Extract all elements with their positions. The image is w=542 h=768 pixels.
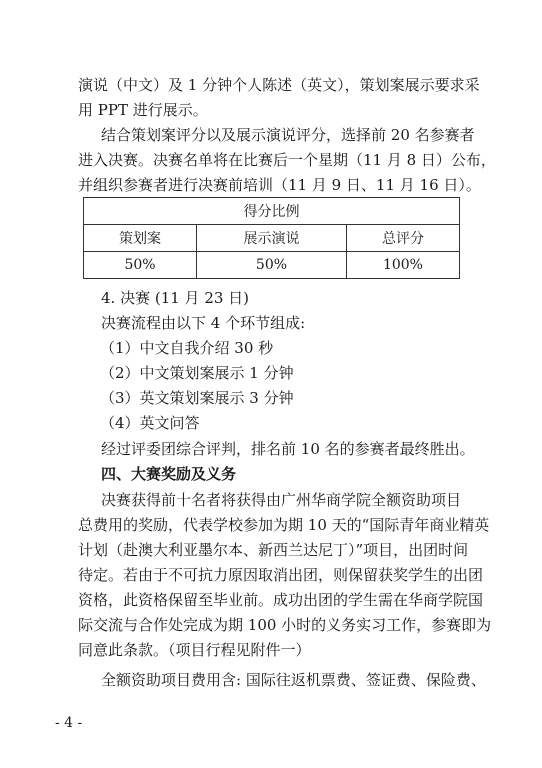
score-table-header: 展示演说 — [197, 225, 347, 252]
final-heading: 4. 决赛 (11 月 23 日) — [101, 289, 250, 307]
final-conclusion: 经过评委团综合评判，排名前 10 名的参赛者最终胜出。 — [101, 440, 475, 458]
final-step: （2）中文策划案展示 1 分钟 — [100, 364, 294, 382]
paragraph-line: 计划（赴澳大利亚墨尔本、新西兰达尼丁）”项目，出团时间 — [78, 541, 469, 559]
score-ratio-table — [83, 197, 460, 279]
paragraph-line: 待定。若由于不可抗力原因取消出团，则保留获奖学生的出团 — [78, 566, 484, 584]
text-line: 结合策划案评分以及展示演说评分，选择前 20 名参赛者 — [101, 126, 475, 144]
score-table-cell: 50% — [84, 252, 197, 279]
paragraph-line: 决赛获得前十名者将获得由广州华商学院全额资助项目 — [101, 491, 462, 509]
text-line: 演说（中文）及 1 分钟个人陈述（英文），策划案展示要求采 — [78, 76, 480, 94]
paragraph-line: 总费用的奖励，代表学校参加为期 10 天的“国际青年商业精英 — [78, 516, 490, 534]
score-table-header: 策划案 — [84, 225, 197, 252]
text-line: 并组织参赛者进行决赛前培训（11 月 9 日、11 月 16 日）。 — [78, 176, 481, 194]
score-table-header: 总评分 — [346, 225, 459, 252]
score-table-cell: 100% — [346, 252, 459, 279]
paragraph-line: 全额资助项目费用含: 国际往返机票费、签证费、保险费、 — [101, 671, 486, 689]
score-table-cell: 50% — [197, 252, 347, 279]
final-step: （1）中文自我介绍 30 秒 — [100, 339, 274, 357]
final-step: （3）英文策划案展示 3 分钟 — [100, 389, 294, 407]
final-step: （4）英文问答 — [100, 414, 200, 432]
text-line: 用 PPT 进行展示。 — [78, 101, 208, 119]
paragraph-line: 际交流与合作处完成为期 100 小时的义务实习工作，参赛即为 — [78, 616, 492, 634]
paragraph-line: 同意此条款。（项目行程见附件一） — [78, 641, 311, 659]
score-table-title: 得分比例 — [84, 198, 460, 225]
section-heading: 四、大赛奖励及义务 — [101, 465, 237, 483]
text-line: 进入决赛。决赛名单将在比赛后一个星期（11 月 8 日）公布， — [78, 151, 496, 169]
paragraph-line: 资格，此资格保留至毕业前。成功出团的学生需在华商学院国 — [78, 591, 484, 609]
page-number: - 4 - — [55, 715, 83, 731]
final-intro: 决赛流程由以下 4 个环节组成: — [101, 314, 306, 332]
